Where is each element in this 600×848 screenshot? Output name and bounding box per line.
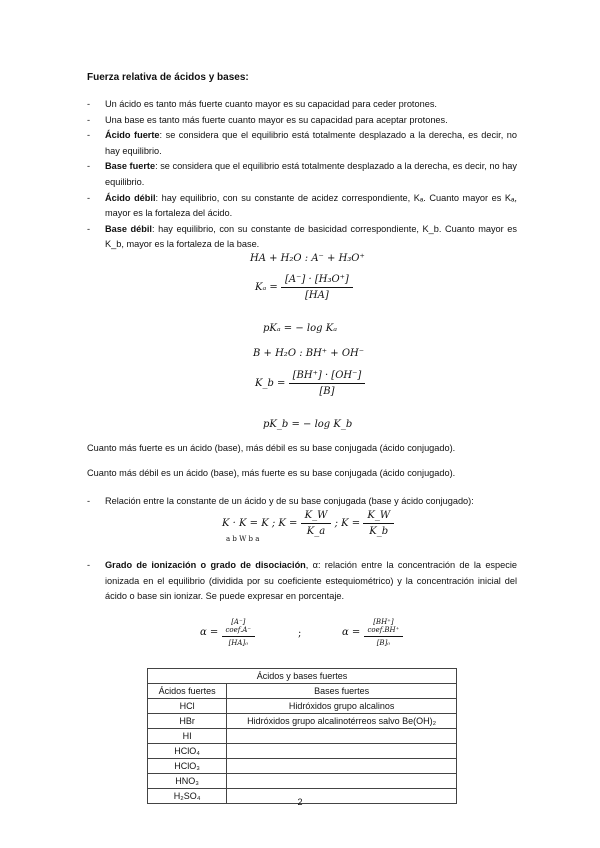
strong-acids-bases-table <box>147 668 457 804</box>
ka-numerator: [A⁻] · [H₃O⁺] <box>281 274 353 288</box>
relation-subscripts: a b W b a <box>226 535 260 543</box>
acid-equilibrium-equation: HA + H₂O : A⁻ + H₃O⁺ <box>250 253 365 264</box>
alpha-acid-formula: α = [A⁻] coef.A⁻ [HA]₀ <box>200 618 255 647</box>
list-item: - Un ácido es tanto más fuerte cuanto mayor es su capacidad para ceder protones. <box>87 99 437 109</box>
table-row: HI <box>148 729 457 744</box>
ka-lhs: Kₐ = <box>255 282 278 293</box>
section-title: Fuerza relativa de ácidos y bases: <box>87 72 249 83</box>
ionization-bullet: - Grado de ionización o grado de disociación, α: relación entre la concentración de la especie ionizada en el equilibrio (dividida por su coeficiente estequiométrico) y la concentración inicial del ácido o base sin ionizar. Se puede expresar en porcentaje. <box>87 560 517 602</box>
list-item: - Base fuerte: se considera que el equilibrio está totalmente desplazado a la derecha, es decir, no hay equilibrio. <box>87 161 518 187</box>
list-item: - Una base es tanto más fuerte cuanto mayor es su capacidad para aceptar protones. <box>87 114 448 125</box>
kb-formula <box>255 370 365 397</box>
table-header: Bases fuertes <box>227 684 457 699</box>
table-row: HClO₄ <box>148 744 457 759</box>
table-row: H₂SO₄ <box>148 789 457 804</box>
kb-denominator: [B] <box>319 386 335 397</box>
kb-lhs: K_b = <box>255 378 286 389</box>
relation-bullet: - Relación entre la constante de un ácido y de su base conjugada (base y ácido conjugado): <box>87 496 474 506</box>
paragraph-weak-strong: Cuanto más débil es un ácido (base), más fuerte es su base conjugada (ácido conjugado). <box>87 468 456 478</box>
table-row: HCl Hidróxidos grupo alcalinos <box>148 699 457 714</box>
alpha-separator: ; <box>298 628 302 639</box>
table-row: HBr Hidróxidos grupo alcalinotérreos salvo Be(OH)₂ <box>148 714 457 729</box>
pkb-formula: pK_b = − log K_b <box>263 419 353 430</box>
table-row: HNO₃ <box>148 774 457 789</box>
page-number: 2 <box>297 797 303 807</box>
paragraph-strong-weak: Cuanto más fuerte es un ácido (base), más débil es su base conjugada (ácido conjugado). <box>87 443 456 453</box>
ka-formula <box>255 274 353 301</box>
pka-formula: pKₐ = − log Kₐ <box>263 323 337 334</box>
list-item: - Ácido débil: hay equilibrio, con su constante de acidez correspondiente, Kₐ. Cuanto mayor es Kₐ, mayor es la fortaleza del ácido. <box>87 192 517 219</box>
kb-numerator: [BH⁺] · [OH⁻] <box>289 370 366 384</box>
relation-formula: K · K = K ; K = $\frac{K\_W}{K\_a}$ ; K = $\frac{K\_W}{K\_b}$ <box>222 510 394 537</box>
base-equilibrium-equation: B + H₂O : BH⁺ + OH⁻ <box>253 348 365 359</box>
ka-denominator: [HA] <box>305 290 329 301</box>
table-row: HClO₃ <box>148 759 457 774</box>
alpha-base-formula: α = [BH⁺] coef.BH⁺ [B]₀ <box>342 618 403 647</box>
list-item: - Base débil: hay equilibrio, con su constante de basicidad correspondiente, K_b. Cuanto mayor es K_b, mayor es la fortaleza de la base. <box>87 223 517 250</box>
list-item: - Ácido fuerte: se considera que el equilibrio está totalmente desplazado a la derecha, es decir, no hay equilibrio. <box>87 130 517 156</box>
table-caption: Ácidos y bases fuertes <box>148 669 457 684</box>
bullet-list <box>87 97 517 253</box>
table-header: Ácidos fuertes <box>148 684 227 699</box>
